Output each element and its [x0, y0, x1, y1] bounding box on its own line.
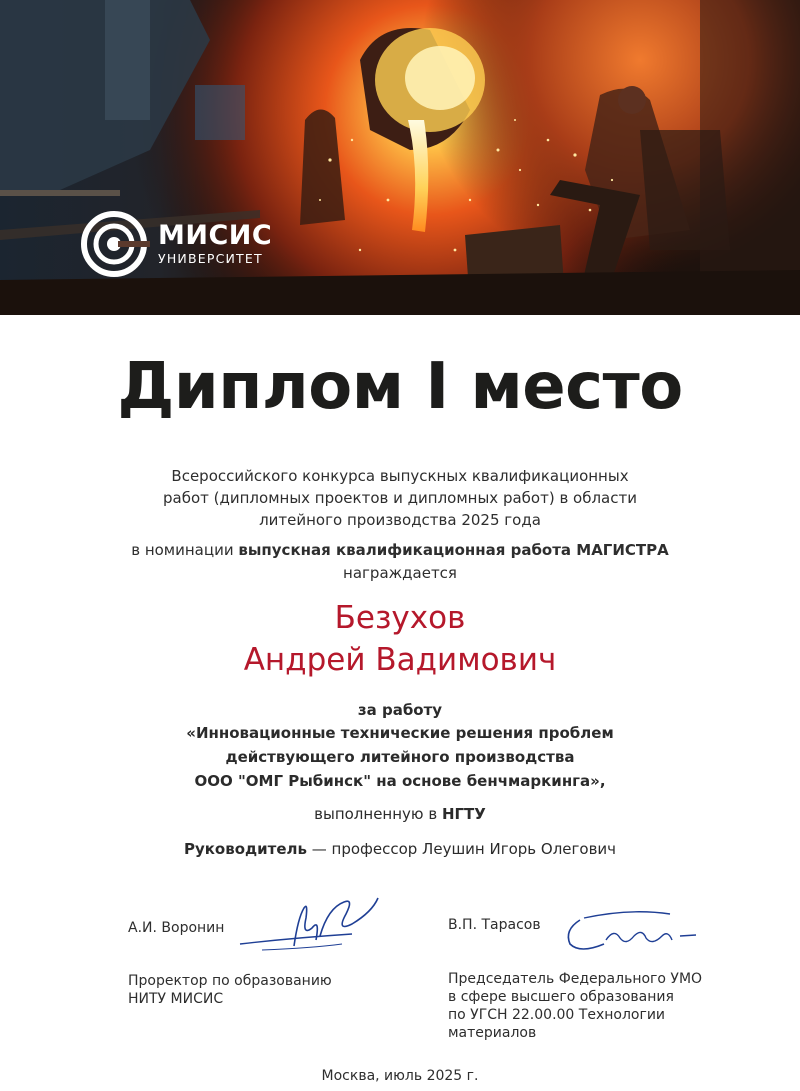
nomination-prefix: в номинации	[131, 541, 239, 559]
work-title-line: ООО "ОМГ Рыбинск" на основе бенчмаркинга»,	[194, 772, 606, 790]
right-signer-title-line: по УГСН 22.00.00 Технологии	[448, 1007, 666, 1023]
contest-description	[0, 465, 800, 531]
right-signer-title-line: материалов	[448, 1025, 537, 1041]
right-signer-title-line: в сфере высшего образования	[448, 989, 674, 1005]
right-signer-name: В.П. Тарасов	[448, 917, 541, 933]
contest-line: работ (дипломных проектов и дипломных работ) в области	[163, 489, 637, 507]
awarded-label: награждается	[343, 564, 457, 582]
right-signer-title-line: Председатель Федерального УМО	[448, 971, 703, 987]
university-subtitle: УНИВЕРСИТЕТ	[158, 250, 263, 266]
for-work-label: за работу	[357, 701, 443, 719]
diploma-title: Диплом I место	[117, 350, 683, 424]
left-signer-title-line: НИТУ МИСИС	[128, 991, 224, 1007]
supervisor-label: Руководитель	[183, 840, 307, 858]
work-title-line: «Инновационные технические решения проблем	[186, 724, 614, 742]
done-in-prefix: выполненную в	[314, 805, 442, 823]
work-title	[0, 721, 800, 793]
institution-name: НГТУ	[441, 805, 486, 823]
misis-logo-icon	[78, 208, 150, 280]
supervisor-line	[0, 838, 800, 860]
contest-line: литейного производства 2025 года	[259, 511, 541, 529]
left-signature-icon	[232, 888, 387, 960]
university-logo	[78, 208, 272, 280]
supervisor-text: — профессор Леушин Игорь Олегович	[307, 840, 617, 858]
done-in-line	[0, 803, 800, 825]
left-signer-title-line: Проректор по образованию	[128, 973, 332, 989]
place-date: Москва, июль 2025 г.	[321, 1068, 479, 1084]
right-signer-title	[448, 970, 702, 1042]
contest-line: Всероссийского конкурса выпускных квалификационных	[171, 467, 629, 485]
work-title-line: действующего литейного производства	[225, 748, 575, 766]
left-signer-title	[128, 972, 332, 1008]
recipient-first-names: Андрей Вадимович	[243, 642, 557, 678]
recipient-last-name: Безухов	[334, 600, 466, 636]
nomination-line	[0, 539, 800, 561]
university-name: МИСИС	[158, 219, 273, 251]
recipient-name	[0, 597, 800, 681]
nomination-name: выпускная квалификационная работа МАГИСТРА	[238, 541, 669, 559]
hero-image	[0, 0, 800, 315]
right-signature-icon	[560, 906, 705, 958]
left-signer-name: А.И. Воронин	[128, 920, 225, 936]
